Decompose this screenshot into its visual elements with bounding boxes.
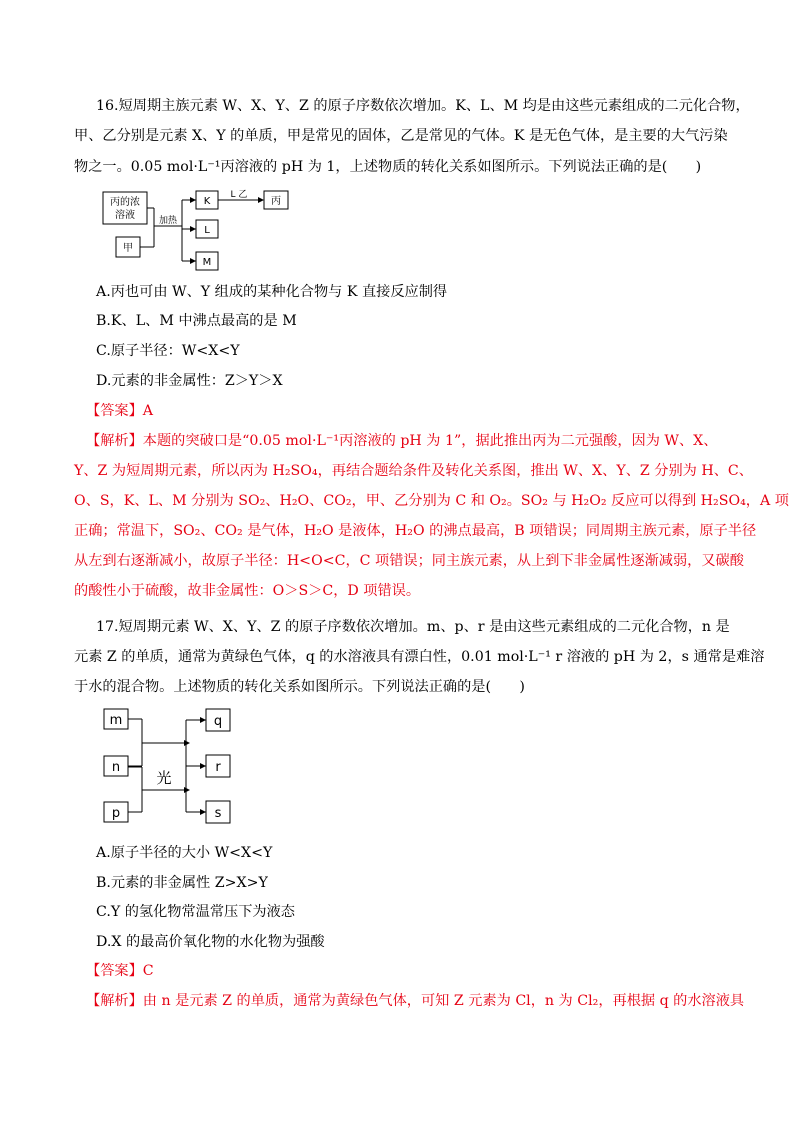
q16-option-a: A.丙也可由 W、Y 组成的某种化合物与 K 直接反应制得: [96, 284, 448, 300]
q17-answer: [86, 961, 154, 981]
q16-arrow-head-product: [258, 197, 264, 203]
q17-q-label: q: [213, 714, 223, 729]
q16-answer: [86, 401, 153, 421]
q17-option-b: B.元素的非金属性 Z>X>Y: [96, 875, 268, 891]
q16-answer-tag: 【答案】: [86, 403, 143, 419]
q17-s-label: s: [214, 806, 222, 821]
q17-n-label: n: [111, 760, 121, 775]
q16-analysis-line-6: 的酸性小于硫酸，故非金属性：O＞S＞C，D 项错误。: [74, 583, 421, 599]
q16-analysis-text-1: 本题的突破口是“0.05 mol·L⁻¹丙溶液的 pH 为 1”，据此推出丙为二元强酸，因为 W、X、: [142, 433, 718, 449]
q16-jia-label: 甲: [123, 243, 133, 254]
q16-heat-label: 加热: [158, 216, 178, 226]
q17-light-label: 光: [156, 769, 172, 787]
q17-arrow-head-top: [184, 740, 190, 746]
q16-option-c: C.原子半径：W<X<Y: [96, 343, 240, 359]
q16-reaction-diagram: [96, 186, 296, 272]
q17-option-a: A.原子半径的大小 W<X<Y: [96, 845, 273, 861]
q16-product-label: 丙: [271, 196, 281, 207]
q16-answer-value: A: [142, 403, 154, 419]
q16-analysis-line-1: [86, 431, 717, 451]
q17-answer-value: C: [142, 963, 154, 979]
q17-reaction-diagram: [96, 702, 246, 830]
q17-stem-line-2: 元素 Z 的单质，通常为黄绿色气体，q 的水溶液具有漂白性，0.01 mol·L⁻¹ r 溶液的 pH 为 2，s 通常是难溶: [74, 649, 765, 665]
q16-analysis-line-3: O、S，K、L、M 分别为 SO₂、H₂O、CO₂，甲、乙分别为 C 和 O₂。SO₂ 与 H₂O₂ 反应可以得到 H₂SO₄，A 项: [74, 493, 789, 509]
q17-option-d: D.X 的最高价氧化物的水化物为强酸: [96, 934, 325, 950]
q17-m-label: m: [109, 713, 123, 728]
q16-analysis-line-2: Y、Z 为短周期元素，所以丙为 H₂SO₄，再结合题给条件及转化关系图，推出 W、X、Y、Z 分别为 H、C、: [74, 463, 753, 479]
q16-arrow-label: L 乙: [230, 190, 248, 200]
q16-analysis-line-5: 从左到右逐渐减小，故原子半径：H<O<C，C 项错误；同主族元素，从上到下非金属性逐渐减弱，又碳酸: [74, 553, 744, 569]
q16-arrow-head-l: [190, 226, 196, 232]
q16-arrow-head-m: [190, 258, 196, 264]
q16-l-label: L: [204, 225, 210, 236]
q16-k-label: K: [203, 196, 211, 207]
q16-option-b: B.K、L、M 中沸点最高的是 M: [96, 313, 297, 329]
q17-stem-line-1: 17.短周期元素 W、X、Y、Z 的原子序数依次增加。m、p、r 是由这些元素组成的二元化合物，n 是: [96, 619, 730, 635]
q17-option-c: C.Y 的氢化物常温常压下为液态: [96, 904, 295, 920]
q17-analysis-tag: 【解析】: [86, 993, 143, 1009]
q16-stem-line-3: 物之一。0.05 mol·L⁻¹丙溶液的 pH 为 1，上述物质的转化关系如图所示。下列说法正确的是( ): [74, 159, 702, 175]
q16-arrow-head-k: [190, 197, 196, 203]
q16-bing-label-2: 溶液: [115, 210, 135, 221]
q16-option-d: D.元素的非金属性：Z＞Y＞X: [96, 373, 283, 389]
q17-answer-tag: 【答案】: [86, 963, 143, 979]
q16-analysis-line-4: 正确；常温下，SO₂、CO₂ 是气体，H₂O 是液体，H₂O 的沸点最高，B 项错误；同周期主族元素，原子半径: [74, 523, 757, 539]
q16-analysis-tag: 【解析】: [86, 433, 143, 449]
q17-analysis-line-1: [86, 991, 744, 1011]
q17-stem-line-3: 于水的混合物。上述物质的转化关系如图所示。下列说法正确的是( ): [74, 679, 525, 695]
q17-arrow-head-r: [200, 763, 206, 769]
q17-p-label: p: [111, 806, 121, 821]
q16-bing-label-1: 丙的浓: [110, 197, 140, 208]
q16-stem-line-2: 甲、乙分别是元素 X、Y 的单质，甲是常见的固体，乙是常见的气体。K 是无色气体，是主要的大气污染: [74, 128, 728, 144]
q16-m-label: M: [202, 257, 212, 268]
q17-r-label: r: [215, 760, 221, 775]
q16-stem-line-1: 16.短周期主族元素 W、X、Y、Z 的原子序数依次增加。K、L、M 均是由这些元素组成的二元化合物，: [96, 98, 750, 114]
q17-arrow-head-bottom: [184, 787, 190, 793]
q17-arrow-head-q: [200, 717, 206, 723]
q17-analysis-text-1: 由 n 是元素 Z 的单质，通常为黄绿色气体，可知 Z 元素为 Cl，n 为 Cl₂，再根据 q 的水溶液具: [142, 993, 745, 1009]
q17-arrow-head-s: [200, 809, 206, 815]
